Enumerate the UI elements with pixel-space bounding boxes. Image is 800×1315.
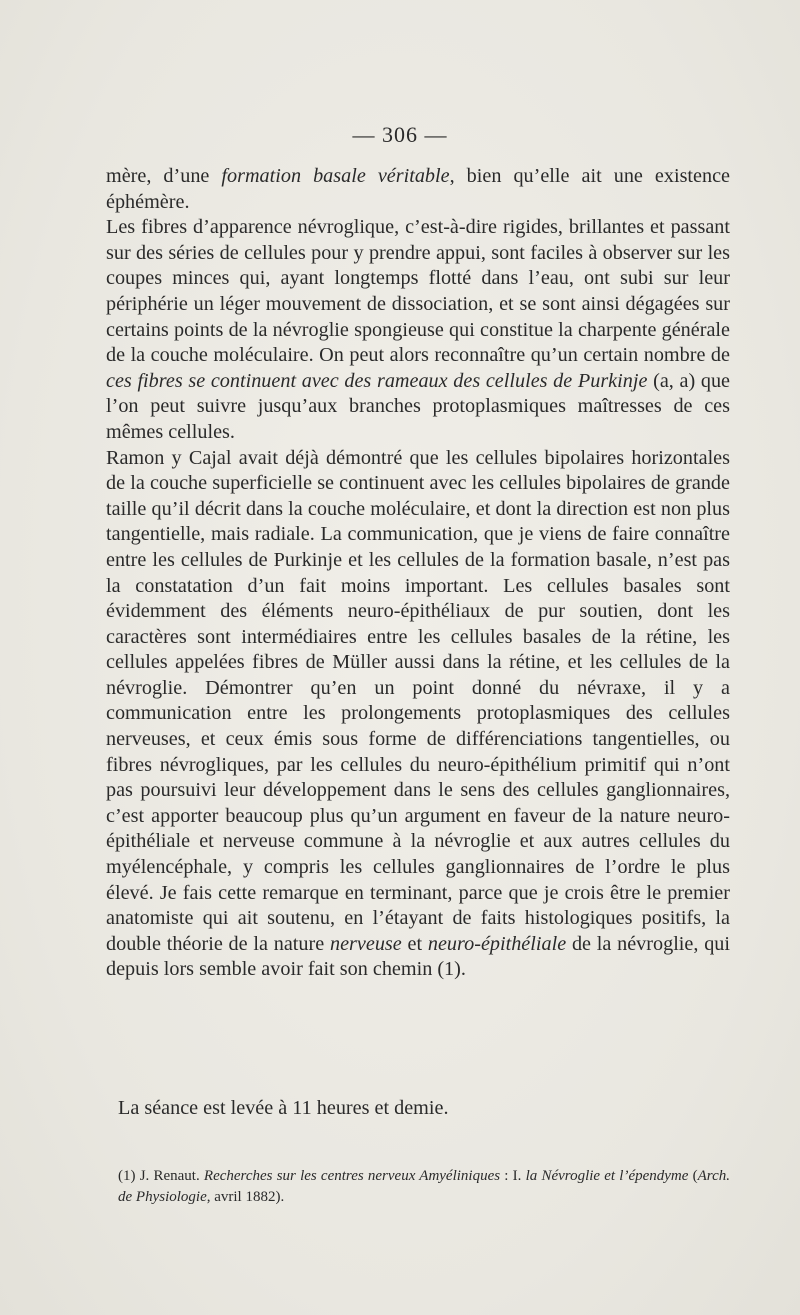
fn-text-g: , avril 1882). xyxy=(206,1189,285,1205)
fn-italic-title: Recherches sur les centres nerveux Amyéliniques xyxy=(203,1168,501,1184)
page-number: — 306 — xyxy=(352,122,448,147)
p1-italic: formation basale véritable xyxy=(221,165,450,187)
fn-italic-subtitle: la Névroglie et l’épendyme xyxy=(525,1168,689,1184)
p3-text-a: Ramon y Cajal avait déjà démontré que les cellules bipolaires horizontales de la couche superficielle se continuent avec les cellules bipolaires de grande taille qu’il décrit dans la couche moléculaire, et dont la direction est non plus tangentielle, mais radiale. La communication, que je viens de faire connaître entre les cellules de Purkinje et les cellules de la formation basale, n’est pas la constatation d’un fait moins important. Les cellules basales sont évidemment des éléments neuro-épithéliaux de pur soutien, dont les caractères sont intermédiaires entre les cellules basales de la rétine, les cellules appelées fibres de Müller aussi dans la rétine, et les cellules de la névroglie. Démontrer qu’en un point donné du névraxe, il y a communication entre les prolongements protoplasmiques des cellules nerveuses, et ceux émis sous forme de différenciations tangentielles, ou fibres névrogliques, par les cellules du neuro-épithélium primitif qui n’ont pas poursuivi leur développement dans le sens des cellules ganglionnaires, c’est apporter beaucoup plus qu’un argument en faveur de la nature neuro-épithéliale et nerveuse commune à la névroglie et aux autres cellules du myélencéphale, y compris les cellules ganglionnaires de l’ordre le plus élevé. Je fais cette remarque en terminant, parce que je crois être le premier anatomiste qui ait soutenu, en l’étayant de faits histologiques positifs, la double théorie de la nature xyxy=(106,446,730,955)
fn-text-a: (1) J. Renaut. xyxy=(118,1168,204,1184)
paragraph-3 xyxy=(106,446,730,983)
p3-text-c: et xyxy=(401,932,428,955)
footnote xyxy=(118,1166,730,1208)
p2-text-a: Les fibres d’apparence névroglique, c’est-à-dire rigides, brillantes et passant sur des séries de cellules pour y prendre appui, sont faciles à observer sur les coupes minces qui, ayant longtemps flotté dans l’eau, ont subi sur leur périphérie un léger mouvement de dissociation, et se sont ainsi dégagées sur certains points de la névroglie spongieuse qui constitue la charpente générale de la couche moléculaire. On peut alors reconnaître qu’un certain nombre de xyxy=(106,216,730,367)
p3-italic-neuro: neuro-épithéliale xyxy=(427,932,567,955)
fn-text-e: ( xyxy=(688,1168,698,1184)
closing-line: La séance est levée à 11 heures et demie. xyxy=(118,1097,449,1119)
body-text xyxy=(106,164,730,983)
p3-italic-nerveuse: nerveuse xyxy=(329,932,402,955)
paragraph-2 xyxy=(106,215,730,445)
paragraph-1 xyxy=(106,164,730,215)
p3-text-e: de la névroglie, qui depuis lors semble avoir fait son chemin (1). xyxy=(106,932,730,981)
p2-text-c: (a, a) que l’on peut suivre jusqu’aux branches protoplasmiques maîtresses de ces mêmes cellules. xyxy=(106,369,730,443)
fn-text-c: : I. xyxy=(500,1168,526,1184)
p2-italic: ces fibres se continuent avec des rameaux des cellules de Purkinje xyxy=(106,369,648,392)
p1-text-c: , bien qu’elle ait une existence éphémère. xyxy=(106,165,731,213)
fn-italic-journal: Arch. de Physiologie xyxy=(118,1168,730,1205)
p1-text-a: mère, d’une xyxy=(106,165,222,187)
